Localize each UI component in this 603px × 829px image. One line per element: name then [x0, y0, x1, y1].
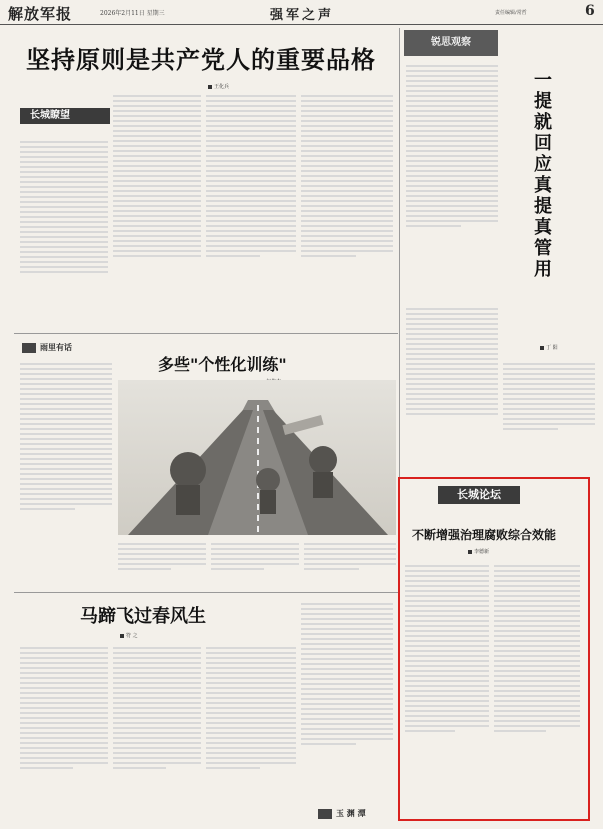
issue-date: 2026年2月11日 星期三 — [100, 10, 165, 17]
yushi-label-icon — [22, 343, 36, 353]
jade-label: 玉 渊 潭 — [336, 809, 366, 818]
main-article-title: 坚持原则是共产党人的重要品格 — [26, 46, 376, 74]
editor-credit: 责任编辑/常哲 — [495, 10, 527, 16]
yushi-label-wrap — [22, 342, 72, 353]
section-divider-2 — [14, 592, 398, 593]
horse-col1 — [20, 644, 108, 822]
top-right-column-label: 锐思观察 — [404, 30, 498, 56]
section-divider — [14, 333, 398, 334]
horse-article-byline — [120, 632, 138, 639]
side-article-title: 一提就回应 真提真管用 — [534, 70, 552, 280]
jade-label-icon — [318, 809, 332, 819]
training-article-title: 多些"个性化训练" — [158, 355, 287, 374]
page-number: 6 — [585, 3, 595, 19]
masthead: 解放军报 — [8, 5, 73, 23]
side-col2 — [503, 360, 595, 465]
main-article-author: 王化兵 — [214, 84, 230, 90]
training-col2 — [211, 540, 299, 588]
main-article-col3 — [206, 92, 296, 328]
horse-col3 — [206, 644, 296, 822]
forum-col1 — [405, 562, 489, 812]
main-article-col2 — [113, 92, 201, 328]
horse-article-title: 马蹄飞过春风生 — [80, 606, 206, 627]
horse-article-author: 符 之 — [126, 633, 138, 639]
forum-col2 — [494, 562, 580, 812]
horse-col2 — [113, 644, 201, 822]
side-col1 — [406, 305, 498, 465]
side-article-author: 丁 阳 — [546, 345, 558, 351]
forum-article-author: 李德新 — [474, 549, 490, 555]
jade-label-wrap — [318, 808, 366, 819]
horse-col4 — [301, 600, 393, 805]
forum-article-byline — [468, 548, 489, 555]
side-article-byline — [540, 344, 558, 351]
changcheng-liaowang-label: 长城瞭望 — [20, 108, 110, 124]
yushi-column-text — [20, 360, 112, 572]
main-article-col4 — [301, 92, 393, 328]
training-illustration-svg — [118, 380, 396, 535]
section-title: 强军之声 — [270, 8, 335, 23]
yushi-label: 雨里有话 — [40, 343, 72, 352]
column-divider — [399, 28, 400, 478]
main-article-col1 — [20, 138, 108, 328]
main-article-byline — [208, 83, 229, 90]
forum-article-title: 不断增强治理腐败综合效能 — [412, 528, 557, 542]
training-illustration — [118, 380, 396, 535]
forum-label: 长城论坛 — [438, 486, 520, 504]
training-col1 — [118, 540, 206, 588]
top-right-col1 — [406, 62, 498, 300]
training-col3 — [304, 540, 396, 588]
